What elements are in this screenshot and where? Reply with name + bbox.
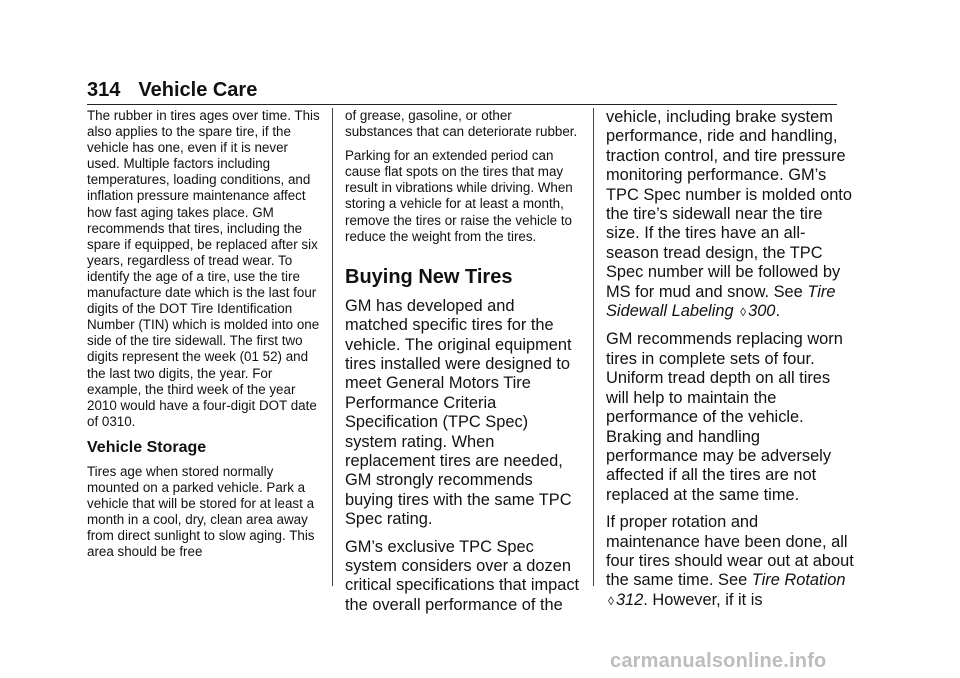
paragraph-flat-spots: Parking for an extended period can cause flat spots on the tires that may result in vibrations while driving. When storing a vehicle for at least a month, remove the tires or raise the vehicle to reduce the weight from the tires. bbox=[345, 148, 573, 244]
column-divider bbox=[332, 108, 333, 586]
text: If proper rotation and maintenance have been done, all four tires should wear out at about the same time. See bbox=[606, 513, 854, 590]
page-ref-312[interactable]: 312 bbox=[615, 590, 644, 609]
column-1 bbox=[87, 108, 322, 568]
watermark: carmanualsonline.info bbox=[610, 650, 827, 672]
section-title: Vehicle Care bbox=[138, 79, 258, 101]
link-tire-rotation[interactable]: Tire Rotation bbox=[751, 571, 846, 590]
column-2 bbox=[345, 108, 580, 623]
large-text-block bbox=[345, 297, 580, 616]
paragraph-rotation bbox=[606, 513, 856, 611]
paragraph-tire-aging: The rubber in tires ages over time. This also applies to the spare tire, if the vehicle has one, even if it is never used. Multiple factors including temperatures, loading conditions, and inflation pressure maintenance affect how fast aging takes place. GM recommends that tires, including the spare if equipped, be replaced after six years, regardless of tread wear. To identify the age of a tire, use the tire manufacture date which is the last four digits of the DOT Tire Identification Number (TIN) which is molded into one side of the tire sidewall. The first two digits represent the week (01 52) and the last two digits, the year. For example, the third week of the year 2010 would have a four-digit DOT date of 0310. bbox=[87, 108, 320, 429]
text: vehicle, including brake system performance, ride and handling, traction control, and tire pressure monitoring performance. GM’s TPC Spec number is molded onto the tire’s sidewall near the tire size. If the tires have an all-season tread design, the TPC Spec number will be followed by MS for mud and snow. See bbox=[606, 108, 852, 301]
page-header bbox=[87, 78, 837, 105]
column-3 bbox=[606, 108, 856, 619]
heading-buying-new-tires: Buying New Tires bbox=[345, 265, 513, 288]
paragraph-vehicle-performance bbox=[606, 108, 856, 322]
page-number: 314 bbox=[87, 79, 121, 101]
text: . However, if it is bbox=[643, 590, 763, 609]
page-ref-icon: ◊ bbox=[608, 593, 614, 608]
page-ref-icon: ◊ bbox=[740, 305, 747, 320]
link-tire-sidewall-labeling[interactable]: Tire Sidewall Labeling bbox=[606, 282, 836, 321]
paragraph-grease: of grease, gasoline, or other substances that can deteriorate rubber. bbox=[345, 108, 578, 140]
paragraph-replace-worn: GM recommends replacing worn tires in complete sets of four. Uniform tread depth on all tires will help to maintain the performance of the vehicle. Braking and handling performance may be adversely affected if all the tires are not replaced at the same time. bbox=[606, 330, 843, 504]
heading-vehicle-storage: Vehicle Storage bbox=[87, 438, 207, 456]
paragraph-gm-developed: GM has developed and matched specific tires for the vehicle. The original equipment tires installed were designed to meet General Motors Tire Performance Criteria Specification (TPC Spec) system rating. When replacement tires are needed, GM strongly recommends buying tires with the same TPC Spec rating. bbox=[345, 296, 572, 529]
text: . bbox=[775, 302, 780, 321]
page-ref-300[interactable]: 300 bbox=[748, 302, 776, 321]
paragraph-storage: Tires age when stored normally mounted on a parked vehicle. Park a vehicle that will be stored for at least a month in a cool, dry, clean area away from direct sunlight to slow aging. This area should be free bbox=[87, 463, 315, 560]
column-divider bbox=[593, 108, 594, 586]
paragraph-tpc-spec: GM’s exclusive TPC Spec system considers over a dozen critical specifications that impact the overall performance of the bbox=[345, 537, 580, 614]
